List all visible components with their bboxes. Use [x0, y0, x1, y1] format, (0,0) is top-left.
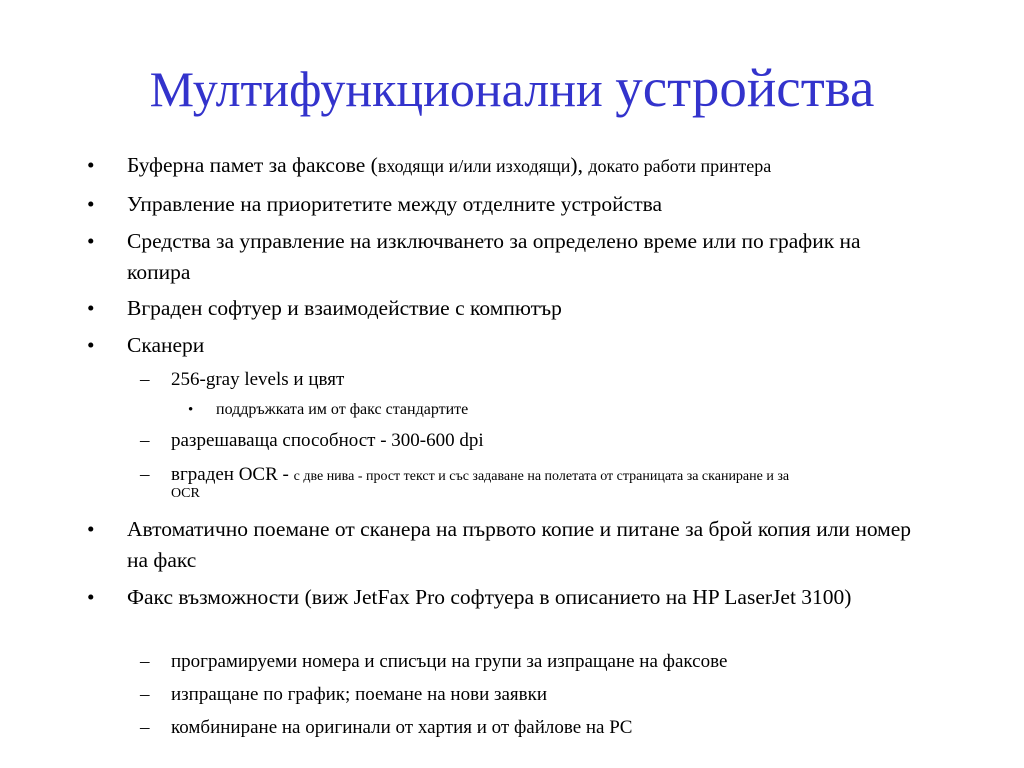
item-text: Автоматично поемане от сканера на първото копие и питане за брой копия или номер на факс [127, 517, 912, 572]
item-text: програмируеми номера и списъци на групи за изпращане на факсове [171, 651, 728, 672]
dash-marker: – [140, 684, 150, 705]
item-text: 256-gray levels и цвят [171, 369, 345, 390]
list-item-shutdown-control [87, 226, 927, 288]
list-item-builtin-ocr [140, 462, 931, 503]
list-item-scheduled-sending [140, 682, 931, 708]
list-item-builtin-software [87, 293, 927, 324]
list-item-fax-standards [188, 399, 936, 421]
bullet-marker: • [87, 192, 95, 216]
item-text: Буферна памет за факсове ( [127, 153, 378, 177]
dash-marker: – [140, 717, 150, 738]
item-text-small: с две нива - прост текст и със задаване на полетата от страницата за сканиране и за [293, 469, 790, 484]
bullet-marker: • [87, 296, 95, 320]
dash-marker: – [140, 464, 150, 485]
item-text: вграден OCR - [171, 464, 294, 485]
item-text: изпращане по график; поемане на нови заявки [171, 684, 548, 705]
title-part-1: Мултифункционални [149, 61, 616, 117]
title-part-2: устройства [615, 57, 875, 118]
list-item-scanners [87, 330, 927, 361]
dash-marker: – [140, 651, 150, 672]
item-text: разрешаваща способност - 300-600 dpi [171, 430, 484, 451]
item-text-small: входящи и/или изходящи [377, 156, 571, 176]
bullet-marker: • [87, 333, 95, 357]
list-item-auto-intake [87, 514, 927, 576]
bullet-marker: • [87, 517, 95, 541]
dash-marker: – [140, 430, 150, 451]
list-item-buffer-memory [87, 150, 927, 182]
item-text: Факс възможности (виж JetFax Pro софтуера в описанието на HP LaserJet 3100) [127, 585, 852, 609]
slide-title [0, 58, 1024, 119]
item-text: поддръжката им от факс стандартите [216, 401, 469, 418]
list-item-combine-originals [140, 715, 931, 741]
list-item-resolution [140, 428, 931, 454]
list-item-programmable-numbers [140, 649, 931, 675]
item-text: Сканери [127, 333, 205, 357]
item-text-small-line2: OCR [171, 486, 200, 501]
item-text: комбиниране на оригинали от хартия и от файлове на PC [171, 717, 633, 738]
bullet-marker: • [87, 229, 95, 253]
bullet-marker: • [188, 402, 194, 418]
list-item-gray-levels [140, 367, 931, 393]
list-item-fax-capabilities [87, 582, 927, 613]
item-text: Средства за управление на изключването за определено време или по график на копира [127, 229, 861, 284]
item-text: ), [570, 153, 589, 177]
item-text: Управление на приоритетите между отделните устройства [127, 192, 663, 216]
item-text: Вграден софтуер и взаимодействие с компютър [127, 296, 562, 320]
item-text-small: докато работи принтера [588, 156, 772, 176]
list-item-priorities [87, 189, 927, 220]
bullet-marker: • [87, 585, 95, 609]
dash-marker: – [140, 369, 150, 390]
bullet-marker: • [87, 153, 95, 177]
